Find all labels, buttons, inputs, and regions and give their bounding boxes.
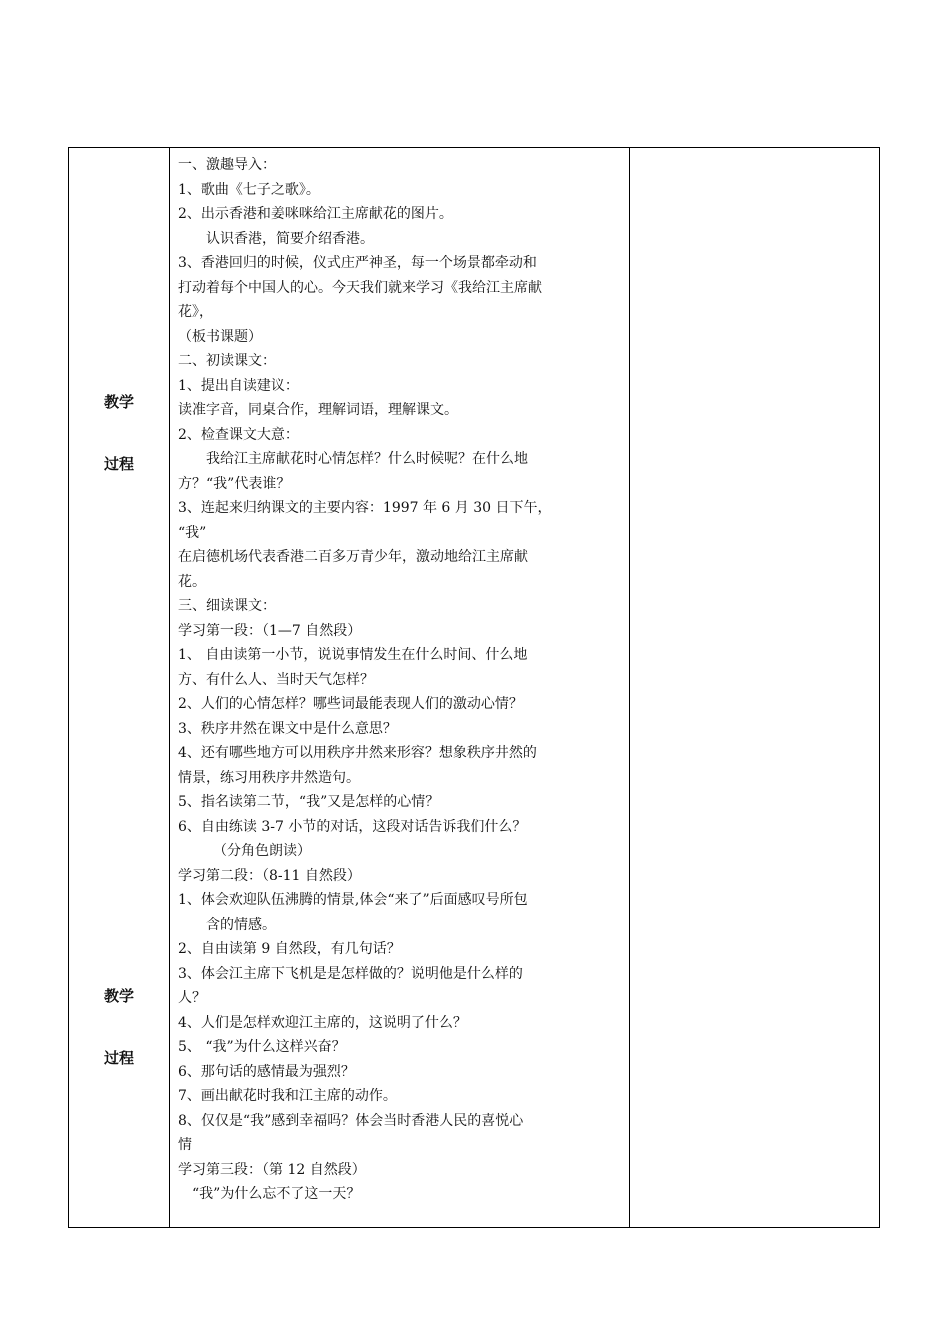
content-line: 情景，练习用秩序井然造句。 bbox=[178, 769, 360, 786]
content-line: 3、香港回归的时候，仪式庄严神圣，每一个场景都牵动和 bbox=[178, 255, 537, 271]
content-line: “我”为什么忘不了这一天？ bbox=[192, 1186, 361, 1202]
content-line: 我给江主席献花时心情怎样？什么时候呢？在什么地 bbox=[206, 451, 528, 467]
content-line: 花。 bbox=[178, 573, 206, 590]
content-line: 4、人们是怎样欢迎江主席的，这说明了什么？ bbox=[178, 1014, 467, 1031]
content-line: 学习第一段：（1—7 自然段） bbox=[178, 622, 362, 639]
content-line: 三、细读课文： bbox=[178, 598, 276, 614]
column-divider-left bbox=[169, 148, 170, 1227]
section-label-process-2: 过程 bbox=[103, 1049, 134, 1067]
content-line: 7、画出献花时我和江主席的动作。 bbox=[178, 1088, 397, 1104]
content-line: 1、 自由读第一小节，说说事情发生在什么时间、什么地 bbox=[178, 647, 528, 663]
content-line: （分角色朗读） bbox=[213, 843, 311, 859]
content-line: 6、自由练读 3-7 小节的对话，这段对话告诉我们什么？ bbox=[178, 818, 527, 835]
content-line: 打动着每个中国人的心。今天我们就来学习《我给江主席献 bbox=[178, 279, 542, 296]
content-line: 方？“我”代表谁？ bbox=[178, 475, 291, 492]
content-line: “我” bbox=[178, 524, 207, 541]
content-line: 4、还有哪些地方可以用秩序井然来形容？想象秩序井然的 bbox=[178, 745, 537, 761]
content-line: 2、出示香港和姜咪咪给江主席献花的图片。 bbox=[178, 206, 453, 222]
content-line: 1、体会欢迎队伍沸腾的情景,体会“来了”后面感叹号所包 bbox=[178, 892, 528, 908]
content-line: 6、那句话的感情最为强烈？ bbox=[178, 1063, 355, 1080]
content-line: 读准字音，同桌合作，理解词语，理解课文。 bbox=[178, 402, 458, 418]
content-line: 3、秩序井然在课文中是什么意思？ bbox=[178, 720, 397, 737]
content-line: 花》， bbox=[178, 304, 213, 320]
content-line: 3、连起来归纳课文的主要内容：1997 年 6 月 30 日下午， bbox=[178, 500, 552, 516]
content-line: 情 bbox=[178, 1137, 192, 1153]
content-line: 8、仅仅是“我”感到幸福吗？体会当时香港人民的喜悦心 bbox=[178, 1112, 524, 1129]
section-label-process: 过程 bbox=[103, 455, 134, 473]
section-label-teaching: 教学 bbox=[103, 393, 134, 411]
content-line: 方、有什么人、当时天气怎样？ bbox=[178, 671, 374, 688]
content-line: 在启德机场代表香港二百多万青少年，激动地给江主席献 bbox=[178, 549, 528, 565]
content-line: 2、人们的心情怎样？哪些词最能表现人们的激动心情？ bbox=[178, 696, 523, 712]
content-line: 人？ bbox=[178, 990, 206, 1006]
content-line: 一、激趣导入： bbox=[178, 157, 276, 173]
content-line: 5、 “我”为什么这样兴奋？ bbox=[178, 1039, 346, 1055]
section-label-teaching-2: 教学 bbox=[103, 987, 134, 1005]
content-line: 3、体会江主席下飞机是是怎样做的？说明他是什么样的 bbox=[178, 965, 523, 982]
content-line: 二、初读课文： bbox=[178, 353, 276, 369]
lesson-plan-table bbox=[68, 147, 880, 1228]
content-line: 1、歌曲《七子之歌》。 bbox=[178, 181, 320, 198]
content-line: （板书课题） bbox=[178, 328, 262, 345]
content-line: 学习第二段：（8-11 自然段） bbox=[178, 867, 361, 884]
content-line: 2、自由读第 9 自然段，有几句话？ bbox=[178, 941, 401, 957]
content-line: 认识香港，简要介绍香港。 bbox=[206, 230, 374, 247]
content-line: 学习第三段：（第 12 自然段） bbox=[178, 1161, 366, 1178]
content-line: 5、指名读第二节，“我”又是怎样的心情？ bbox=[178, 794, 440, 810]
content-line: 含的情感。 bbox=[206, 916, 276, 933]
column-divider-right bbox=[629, 148, 630, 1227]
lesson-content bbox=[178, 153, 618, 1207]
content-line: 1、提出自读建议： bbox=[178, 377, 299, 394]
content-line: 2、检查课文大意： bbox=[178, 426, 299, 443]
